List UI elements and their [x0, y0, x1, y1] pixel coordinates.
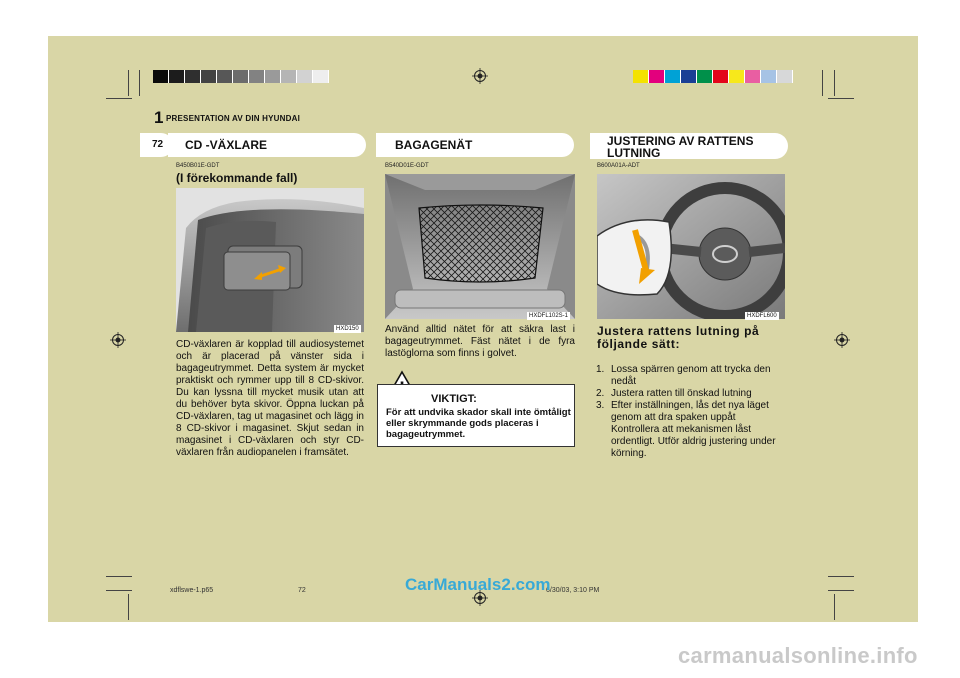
step-number: 3.: [596, 400, 605, 411]
watermark-carmanualsonline[interactable]: carmanualsonline.info: [678, 643, 918, 668]
step-number: 1.: [596, 364, 605, 375]
section-heading-steering-tilt: JUSTERING AV RATTENS LUTNING: [590, 133, 788, 159]
calibration-swatch: [249, 70, 265, 83]
calibration-swatch: [745, 70, 761, 83]
color-calibration-bar: [633, 70, 793, 83]
registration-mark-right: [834, 332, 850, 348]
page-number: 72: [140, 133, 173, 157]
step-text: Lossa spärren genom att trycka den nedåt: [611, 364, 771, 387]
calibration-swatch: [297, 70, 313, 83]
chapter-title: PRESENTATION AV DIN HYUNDAI: [166, 114, 300, 123]
grayscale-calibration-bar: [153, 70, 329, 83]
image-caption: HXDFL102S-1: [529, 313, 569, 319]
calibration-swatch: [233, 70, 249, 83]
watermark-carmanuals2[interactable]: CarManuals2.com: [405, 575, 551, 594]
calibration-swatch: [713, 70, 729, 83]
registration-mark-top: [472, 68, 488, 84]
section-subheading: Justera rattens lutning på följande sätt:: [597, 324, 760, 351]
calibration-swatch: [281, 70, 297, 83]
calibration-swatch: [201, 70, 217, 83]
section-heading-cd-changer: CD -VÄXLARE: [168, 133, 366, 157]
step-item: [596, 400, 785, 460]
calibration-swatch: [217, 70, 233, 83]
warning-box: [377, 384, 575, 447]
section-code: B600A01A-ADT: [597, 163, 640, 169]
step-item: [596, 364, 785, 388]
body-text: Använd alltid nätet för att säkra last i bagageutrymmet. Fäst nätet i de fyra lastöglorna som finns i golvet.: [385, 324, 575, 359]
registration-mark-left: [110, 332, 126, 348]
step-text: Justera ratten till önskad lutning: [611, 388, 752, 399]
steering-wheel-illustration: [597, 174, 785, 319]
calibration-swatch: [265, 70, 281, 83]
step-item: [596, 388, 785, 400]
warning-text: För att undvika skador skall inte ömtåligt eller skrymmande gods placeras i bagageutrymmet.: [386, 407, 571, 440]
section-code: B450B01E-GDT: [176, 163, 220, 169]
body-text: CD-växlaren är kopplad till audiosystemet och är placerad på vänster sida i bagageutrymmet. Detta system är mycket praktiskt och rymmer upp till 8 CD-skivor. Du kan lyssna till mycket musik utan att du behöver byta skivor. Öppna luckan på CD-växlaren, tag ut magasinet och lägg in 8 CD-skivor i magasinet. Skjut sedan in magasinet i CD-växlaren och styr CD-växlaren från audiopanelen i framsätet.: [176, 339, 364, 458]
calibration-swatch: [697, 70, 713, 83]
calibration-swatch: [761, 70, 777, 83]
calibration-swatch: [313, 70, 329, 83]
step-number: 2.: [596, 388, 605, 399]
footer-page: 72: [298, 587, 306, 594]
section-subheading: (I förekommande fall): [176, 171, 298, 185]
calibration-swatch: [681, 70, 697, 83]
footer-filename: xdflswe-1.p65: [170, 587, 214, 594]
calibration-swatch: [153, 70, 169, 83]
section-code: B540D01E-GDT: [385, 163, 429, 169]
image-caption: HXD150: [336, 326, 359, 332]
image-caption: HXDFL600: [747, 313, 777, 319]
adjustment-steps: [596, 364, 785, 460]
cd-changer-illustration: [176, 188, 364, 332]
calibration-swatch: [633, 70, 649, 83]
warning-title: VIKTIGT:: [431, 393, 477, 405]
luggage-net-illustration: [385, 174, 575, 319]
calibration-swatch: [169, 70, 185, 83]
calibration-swatch: [729, 70, 745, 83]
calibration-swatch: [649, 70, 665, 83]
step-text: Efter inställningen, lås det nya läget genom att dra spaken uppåt Kontrollera att mekanismen låst ordentligt. Utför aldrig justering under körning.: [611, 400, 776, 459]
calibration-swatch: [185, 70, 201, 83]
calibration-swatch: [665, 70, 681, 83]
chapter-number: 1: [154, 108, 164, 127]
calibration-swatch: [777, 70, 793, 83]
footer-timestamp: 6/30/03, 3:10 PM: [546, 587, 600, 594]
section-heading-luggage-net: BAGAGENÄT: [376, 133, 574, 157]
